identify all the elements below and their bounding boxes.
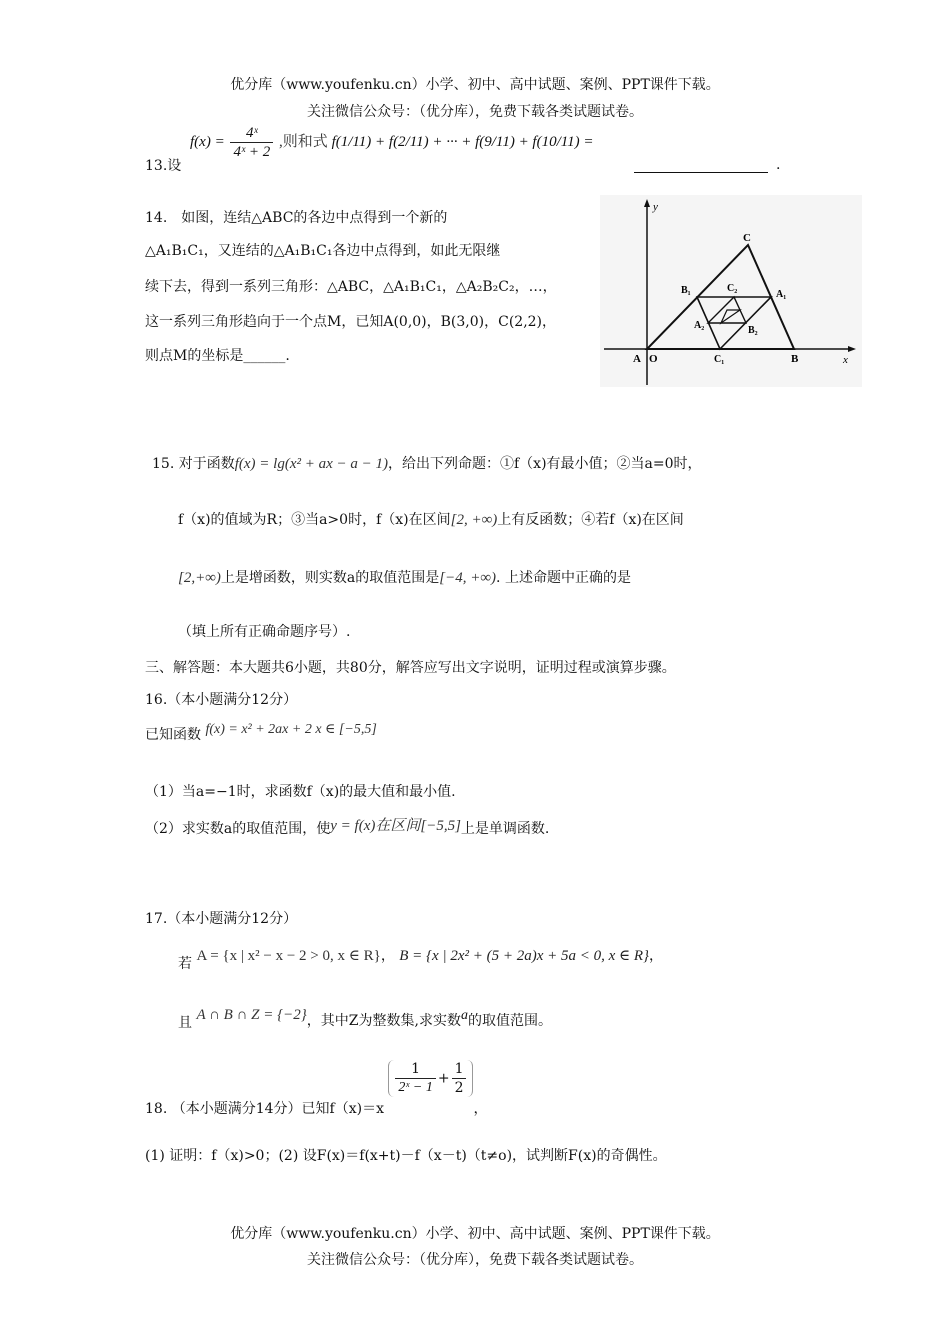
q15-function: f(x) = lg(x² + ax − a − 1)	[234, 456, 388, 472]
q18-parts: (1) 证明：f（x)>0；(2) 设F(x)＝f(x+t)－f（x－t)（t≠o)，试判断F(x)的奇偶性。	[145, 1148, 667, 1164]
q13-expr: f(1/11) + f(2/11) + ··· + f(9/11) + f(10/11) =	[331, 133, 594, 150]
q13-frac-num: 4ˣ	[230, 124, 273, 143]
q13-frac-den: 4ˣ + 2	[233, 144, 271, 160]
q14-line-4: 这一系列三角形趋向于一个点M，已知A(0,0)，B(3,0)，C(2,2)，	[145, 314, 557, 330]
fig-label-A2: A₂	[694, 320, 705, 331]
q13-number: 13.设	[145, 158, 182, 174]
section-3-heading: 三、解答题：本大题共6小题，共80分，解答应写出文字说明，证明过程或演算步骤。	[145, 660, 676, 676]
q17-rest-a: ，其中Z为整数集,求实数	[306, 1013, 461, 1029]
header-line-2: 关注微信公众号：（优分库），免费下载各类试题试卷。	[307, 104, 643, 120]
q15-line-2	[178, 509, 684, 529]
fig-label-A: A	[633, 353, 641, 365]
q18-line	[145, 1060, 488, 1117]
q17-rest-b: 的取值范围。	[467, 1013, 552, 1029]
q14-line-2: △A₁B₁C₁，又连结的△A₁B₁C₁各边中点得到，如此无限继	[145, 243, 501, 259]
q18-title: 18. （本小题满分14分）已知f（x)＝x	[145, 1101, 384, 1117]
q16-part-2-math: y = f(x)在区间[−5,5]	[330, 818, 461, 834]
q13-formula	[190, 124, 594, 161]
q18-plus: +	[437, 1070, 450, 1087]
q17-title: 17.（本小题满分12分）	[145, 911, 298, 927]
fig-label-x: x	[843, 354, 848, 366]
q13-answer-blank	[634, 172, 768, 173]
q15-line-1	[152, 453, 702, 473]
q17-sets-line	[178, 945, 664, 972]
q16-given-text: 已知函数	[145, 727, 201, 743]
q18-frac-2-den: 2	[454, 1080, 464, 1096]
q13-end: .	[776, 157, 781, 173]
q17-intersection: A ∩ B ∩ Z = {−2}	[196, 1007, 307, 1023]
q18-fraction-1	[395, 1060, 435, 1097]
q14-line-5: 则点M的坐标是______.	[145, 348, 290, 364]
fig-label-C: C	[743, 232, 751, 244]
fig-label-B: B	[791, 353, 799, 365]
q15-line-1b: ，给出下列命题：①f（x)有最小值；②当a=0时，	[388, 456, 702, 472]
q18-exponent	[388, 1060, 473, 1097]
fig-label-B1: B₁	[681, 285, 691, 296]
q15-interval-1: [2, +∞)	[450, 512, 498, 528]
q17-comma: ，	[380, 948, 395, 964]
q13-fraction	[230, 124, 273, 161]
q17-and: 且	[178, 1015, 192, 1031]
q16-part-2	[145, 817, 549, 838]
q13-then: ,则和式	[279, 133, 328, 150]
q16-part-2b: 上是单调函数.	[460, 821, 550, 837]
q18-frac-2-num: 1	[452, 1060, 467, 1079]
q17-if: 若	[178, 956, 192, 972]
q14-triangle-figure	[600, 195, 862, 387]
q17-set-A: A = {x | x² − x − 2 > 0, x ∈ R}	[196, 948, 381, 964]
q15-interval-3: [−4, +∞)	[439, 570, 497, 586]
q17-end-1: ，	[649, 948, 664, 964]
q16-part-2a: （2）求实数a的取值范围，使	[145, 821, 331, 837]
footer-line-1: 优分库（www.youfenku.cn）小学、初中、高中试题、案例、PPT课件下载。	[230, 1226, 720, 1242]
q15-line-3b: . 上述命题中正确的是	[496, 570, 631, 586]
q14-line-1: 14. 如图，连结△ABC的各边中点得到一个新的	[145, 210, 448, 226]
q15-line-3	[178, 567, 631, 587]
q18-end: ，	[473, 1101, 488, 1117]
fig-label-y: y	[653, 201, 658, 213]
fig-label-C2: C₂	[727, 283, 738, 294]
header-line-1: 优分库（www.youfenku.cn）小学、初中、高中试题、案例、PPT课件下载。	[230, 77, 720, 93]
q15-line-2b: 上有反函数；④若f（x)在区间	[497, 512, 684, 528]
q18-fraction-2	[452, 1060, 467, 1097]
q17-condition-line	[178, 1004, 552, 1031]
q18-frac-1-den: 2ˣ − 1	[398, 1080, 433, 1095]
q15-line-1a: 15. 对于函数	[152, 456, 235, 472]
q15-line-3a: 上是增函数，则实数a的取值范围是	[220, 570, 440, 586]
q15-line-4: （填上所有正确命题序号）.	[178, 624, 351, 640]
fig-label-A1: A₁	[776, 289, 787, 300]
q15-interval-2: [2,+∞)	[178, 570, 221, 586]
footer-line-2: 关注微信公众号：（优分库），免费下载各类试题试卷。	[307, 1252, 643, 1268]
q16-function: f(x) = x² + 2ax + 2 x ∈ [−5,5]	[205, 722, 377, 737]
q17-var: a	[460, 1008, 468, 1023]
q16-part-1: （1）当a=−1时，求函数f（x)的最大值和最小值.	[145, 784, 456, 800]
fig-label-C1: C₁	[714, 354, 725, 365]
fig-label-O: O	[649, 353, 658, 365]
q16-title: 16.（本小题满分12分）	[145, 692, 298, 708]
q14-line-3: 续下去，得到一系列三角形：△ABC，△A₁B₁C₁，△A₂B₂C₂，…，	[145, 279, 557, 295]
q18-frac-1-num: 1	[395, 1060, 435, 1079]
q15-line-2a: f（x)的值域为R；③当a>0时，f（x)在区间	[178, 512, 451, 528]
fig-label-B2: B₂	[748, 325, 758, 336]
q17-set-B: B = {x | 2x² + (5 + 2a)x + 5a < 0, x ∈ R}	[399, 948, 650, 964]
q13-fx: f(x) =	[190, 133, 225, 150]
q16-given	[145, 724, 377, 744]
